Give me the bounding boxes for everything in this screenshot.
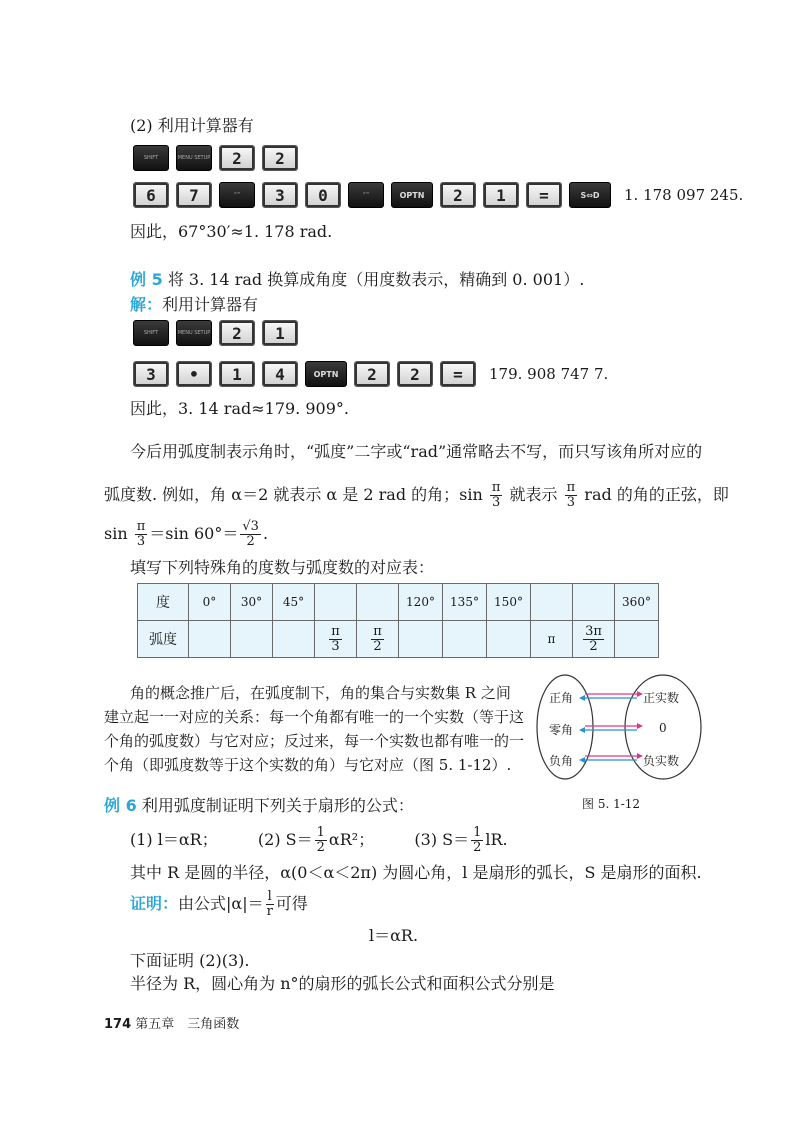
example-6-text: 利用弧度制证明下列关于扇形的公式： <box>141 796 414 815</box>
keyrow-2 <box>133 180 743 210</box>
para1-line2-text: 弧度数. 例如，角 α＝2 就表示 α 是 2 rad 的角；sin <box>104 485 483 504</box>
part2-intro: (2) 利用计算器有 <box>130 116 254 135</box>
table-cell <box>573 584 615 621</box>
example-5 <box>130 269 584 291</box>
example-6-label: 例 6 <box>104 796 137 815</box>
example-5-label: 例 5 <box>130 270 163 289</box>
table-cell: 0° <box>189 584 231 621</box>
formula-line <box>130 820 508 860</box>
formula-2: (2) S＝ <box>257 830 313 849</box>
table-cell: 120° <box>399 584 443 621</box>
fraction-pi-3 <box>490 481 503 510</box>
key-7: 7 <box>176 182 212 208</box>
frac-num: l <box>267 889 272 904</box>
zero-angle-label: 零角 <box>549 723 574 737</box>
frac-den: 3 <box>492 495 501 510</box>
page-footer <box>104 1013 239 1032</box>
example-5-text: 将 3. 14 rad 换算成角度（用度数表示，精确到 0. 001）. <box>167 270 585 289</box>
table-cell <box>273 621 315 658</box>
keyrow-1 <box>133 143 298 173</box>
table-row-degrees <box>138 584 659 621</box>
equals-key: = <box>526 182 562 208</box>
last-text: 半径为 R，圆心角为 n°的扇形的弧长公式和面积公式分别是 <box>130 974 555 993</box>
optn-key: OPTN <box>391 182 433 208</box>
frac-num: π <box>491 480 501 495</box>
where-text: 其中 R 是圆的半径，α(0＜α＜2π) 为圆心角，l 是扇形的弧长，S 是扇形的面积. <box>130 863 702 882</box>
conclusion-2: 因此，3. 14 rad≈179. 909°. <box>130 399 349 418</box>
sin-formula <box>104 514 268 554</box>
table-cell <box>399 621 443 658</box>
proof-text: 可得 <box>275 894 308 913</box>
key-3: 3 <box>262 182 298 208</box>
table-intro: 填写下列特殊角的度数与弧度数的对应表： <box>130 558 435 577</box>
frac-num: 1 <box>473 825 482 840</box>
table-cell: 135° <box>443 584 487 621</box>
s-d-key: S⇔D <box>569 182 611 208</box>
proof-text: 由公式|α|＝ <box>178 894 264 913</box>
negative-angle-label: 负角 <box>549 754 574 768</box>
key-0: 0 <box>305 182 341 208</box>
formula-3: lR. <box>485 830 508 849</box>
figure-caption: 图 5. 1-12 <box>582 797 641 811</box>
key-1: 1 <box>219 361 255 387</box>
para2-line4: 个角（即弧度数等于这个实数的角）与它对应（图 5. 1-12）. <box>104 756 512 774</box>
key-2: 2 <box>354 361 390 387</box>
key-2: 2 <box>262 145 298 171</box>
frac-num: 1 <box>316 825 325 840</box>
sin-text: ＝sin 60°＝ <box>149 524 239 543</box>
proof-label: 证明： <box>130 894 179 913</box>
positive-angle-label: 正角 <box>549 691 574 705</box>
key-2: 2 <box>440 182 476 208</box>
chapter-title: 第五章 三角函数 <box>135 1017 240 1032</box>
frac-den: 3 <box>331 638 340 654</box>
table-header-degree: 度 <box>138 584 189 621</box>
para2-line3: 个角的弧度数）与它对应；反过来，每一个实数也都有唯一的一 <box>104 732 525 750</box>
para1-line2-text: 就表示 <box>509 485 558 504</box>
para2-line2: 建立起一一对应的关系：每一个角都有唯一的一个实数（等于这 <box>104 708 525 726</box>
key-2: 2 <box>397 361 433 387</box>
proof-line <box>130 886 308 922</box>
frac-num: π <box>373 623 382 639</box>
formula-2: αR²； <box>328 830 375 849</box>
fraction-pi-3 <box>565 481 578 510</box>
fraction-1-2 <box>315 826 327 855</box>
frac-den: 3 <box>566 495 576 510</box>
para1-line2 <box>104 475 729 515</box>
para1-line1: 今后用弧度制表示角时，“弧度”二字或“rad”通常略去不写，而只写该角所对应的 <box>130 442 703 461</box>
solution-text: 利用计算器有 <box>162 295 259 314</box>
frac-num: π <box>566 480 576 495</box>
key-1: 1 <box>483 182 519 208</box>
para2-line1: 角的概念推广后，在弧度制下，角的集合与实数集 R 之间 <box>130 684 511 702</box>
conclusion-1: 因此，67°30′≈1. 178 rad. <box>130 222 333 241</box>
table-cell <box>189 621 231 658</box>
table-cell <box>315 621 357 658</box>
table-cell <box>443 621 487 658</box>
solution-5 <box>130 294 258 316</box>
table-cell <box>573 621 615 658</box>
frac-num: √3 <box>242 519 259 534</box>
frac-den: 2 <box>589 638 598 654</box>
table-cell <box>315 584 357 621</box>
table-header-radian: 弧度 <box>138 621 189 658</box>
table-cell <box>357 584 399 621</box>
degree-radian-table <box>137 583 659 658</box>
frac-num: π <box>331 623 340 639</box>
formula-3: (3) S＝ <box>414 830 470 849</box>
frac-num: 3π <box>585 623 602 639</box>
table-cell: 45° <box>273 584 315 621</box>
table-cell: π <box>531 621 573 658</box>
table-cell: 360° <box>615 584 659 621</box>
keyrow-3 <box>133 318 298 348</box>
formula-1: (1) l＝αR； <box>130 830 218 849</box>
equation-l-alpha-r: l＝αR. <box>369 926 419 945</box>
table-cell <box>615 621 659 658</box>
key-2: 2 <box>219 320 255 346</box>
shift-key: SHIFT <box>133 320 169 346</box>
fraction-sqrt3-2 <box>240 520 261 549</box>
table-cell <box>487 621 531 658</box>
table-row-radians <box>138 621 659 658</box>
calc-result-2: 179. 908 747 7. <box>489 365 609 383</box>
frac-den: 2 <box>473 840 482 855</box>
negative-real-label: 负实数 <box>643 754 680 768</box>
dot-key: • <box>176 361 212 387</box>
frac-den: 2 <box>373 638 382 654</box>
fraction-l-r <box>266 890 274 919</box>
fraction-3pi-2 <box>583 625 604 654</box>
example-6 <box>104 795 414 817</box>
fraction-pi-2 <box>371 625 384 654</box>
table-cell: 30° <box>231 584 273 621</box>
frac-num: π <box>136 519 146 534</box>
degree-key: °'" <box>348 182 384 208</box>
table-cell <box>531 584 573 621</box>
key-2: 2 <box>219 145 255 171</box>
frac-den: r <box>266 904 273 919</box>
fraction-1-2 <box>471 826 483 855</box>
below-text: 下面证明 (2)(3). <box>130 951 250 970</box>
frac-den: 2 <box>246 534 255 549</box>
key-3: 3 <box>133 361 169 387</box>
fraction-pi-3 <box>135 520 148 549</box>
fraction-pi-3 <box>329 625 342 654</box>
table-cell <box>231 621 273 658</box>
frac-den: 2 <box>316 840 325 855</box>
menu-setup-key: MENU SETUP <box>176 145 212 171</box>
table-cell: 150° <box>487 584 531 621</box>
para1-line2-text: rad 的角的正弦，即 <box>584 485 729 504</box>
angle-real-number-diagram <box>535 672 705 782</box>
key-4: 4 <box>262 361 298 387</box>
calc-result-1: 1. 178 097 245. <box>624 186 744 204</box>
key-1: 1 <box>262 320 298 346</box>
degree-key: °'" <box>219 182 255 208</box>
table-cell <box>357 621 399 658</box>
page-number: 174 <box>104 1017 132 1032</box>
positive-real-label: 正实数 <box>643 691 680 705</box>
key-6: 6 <box>133 182 169 208</box>
keyrow-4 <box>133 359 608 389</box>
menu-setup-key: MENU SETUP <box>176 320 212 346</box>
sin-text: sin <box>104 524 128 543</box>
sin-text: . <box>262 524 269 543</box>
solution-label: 解： <box>130 295 163 314</box>
optn-key: OPTN <box>305 361 347 387</box>
zero-real-label: 0 <box>659 721 667 735</box>
equals-key: = <box>440 361 476 387</box>
shift-key: SHIFT <box>133 145 169 171</box>
frac-den: 3 <box>136 534 146 549</box>
